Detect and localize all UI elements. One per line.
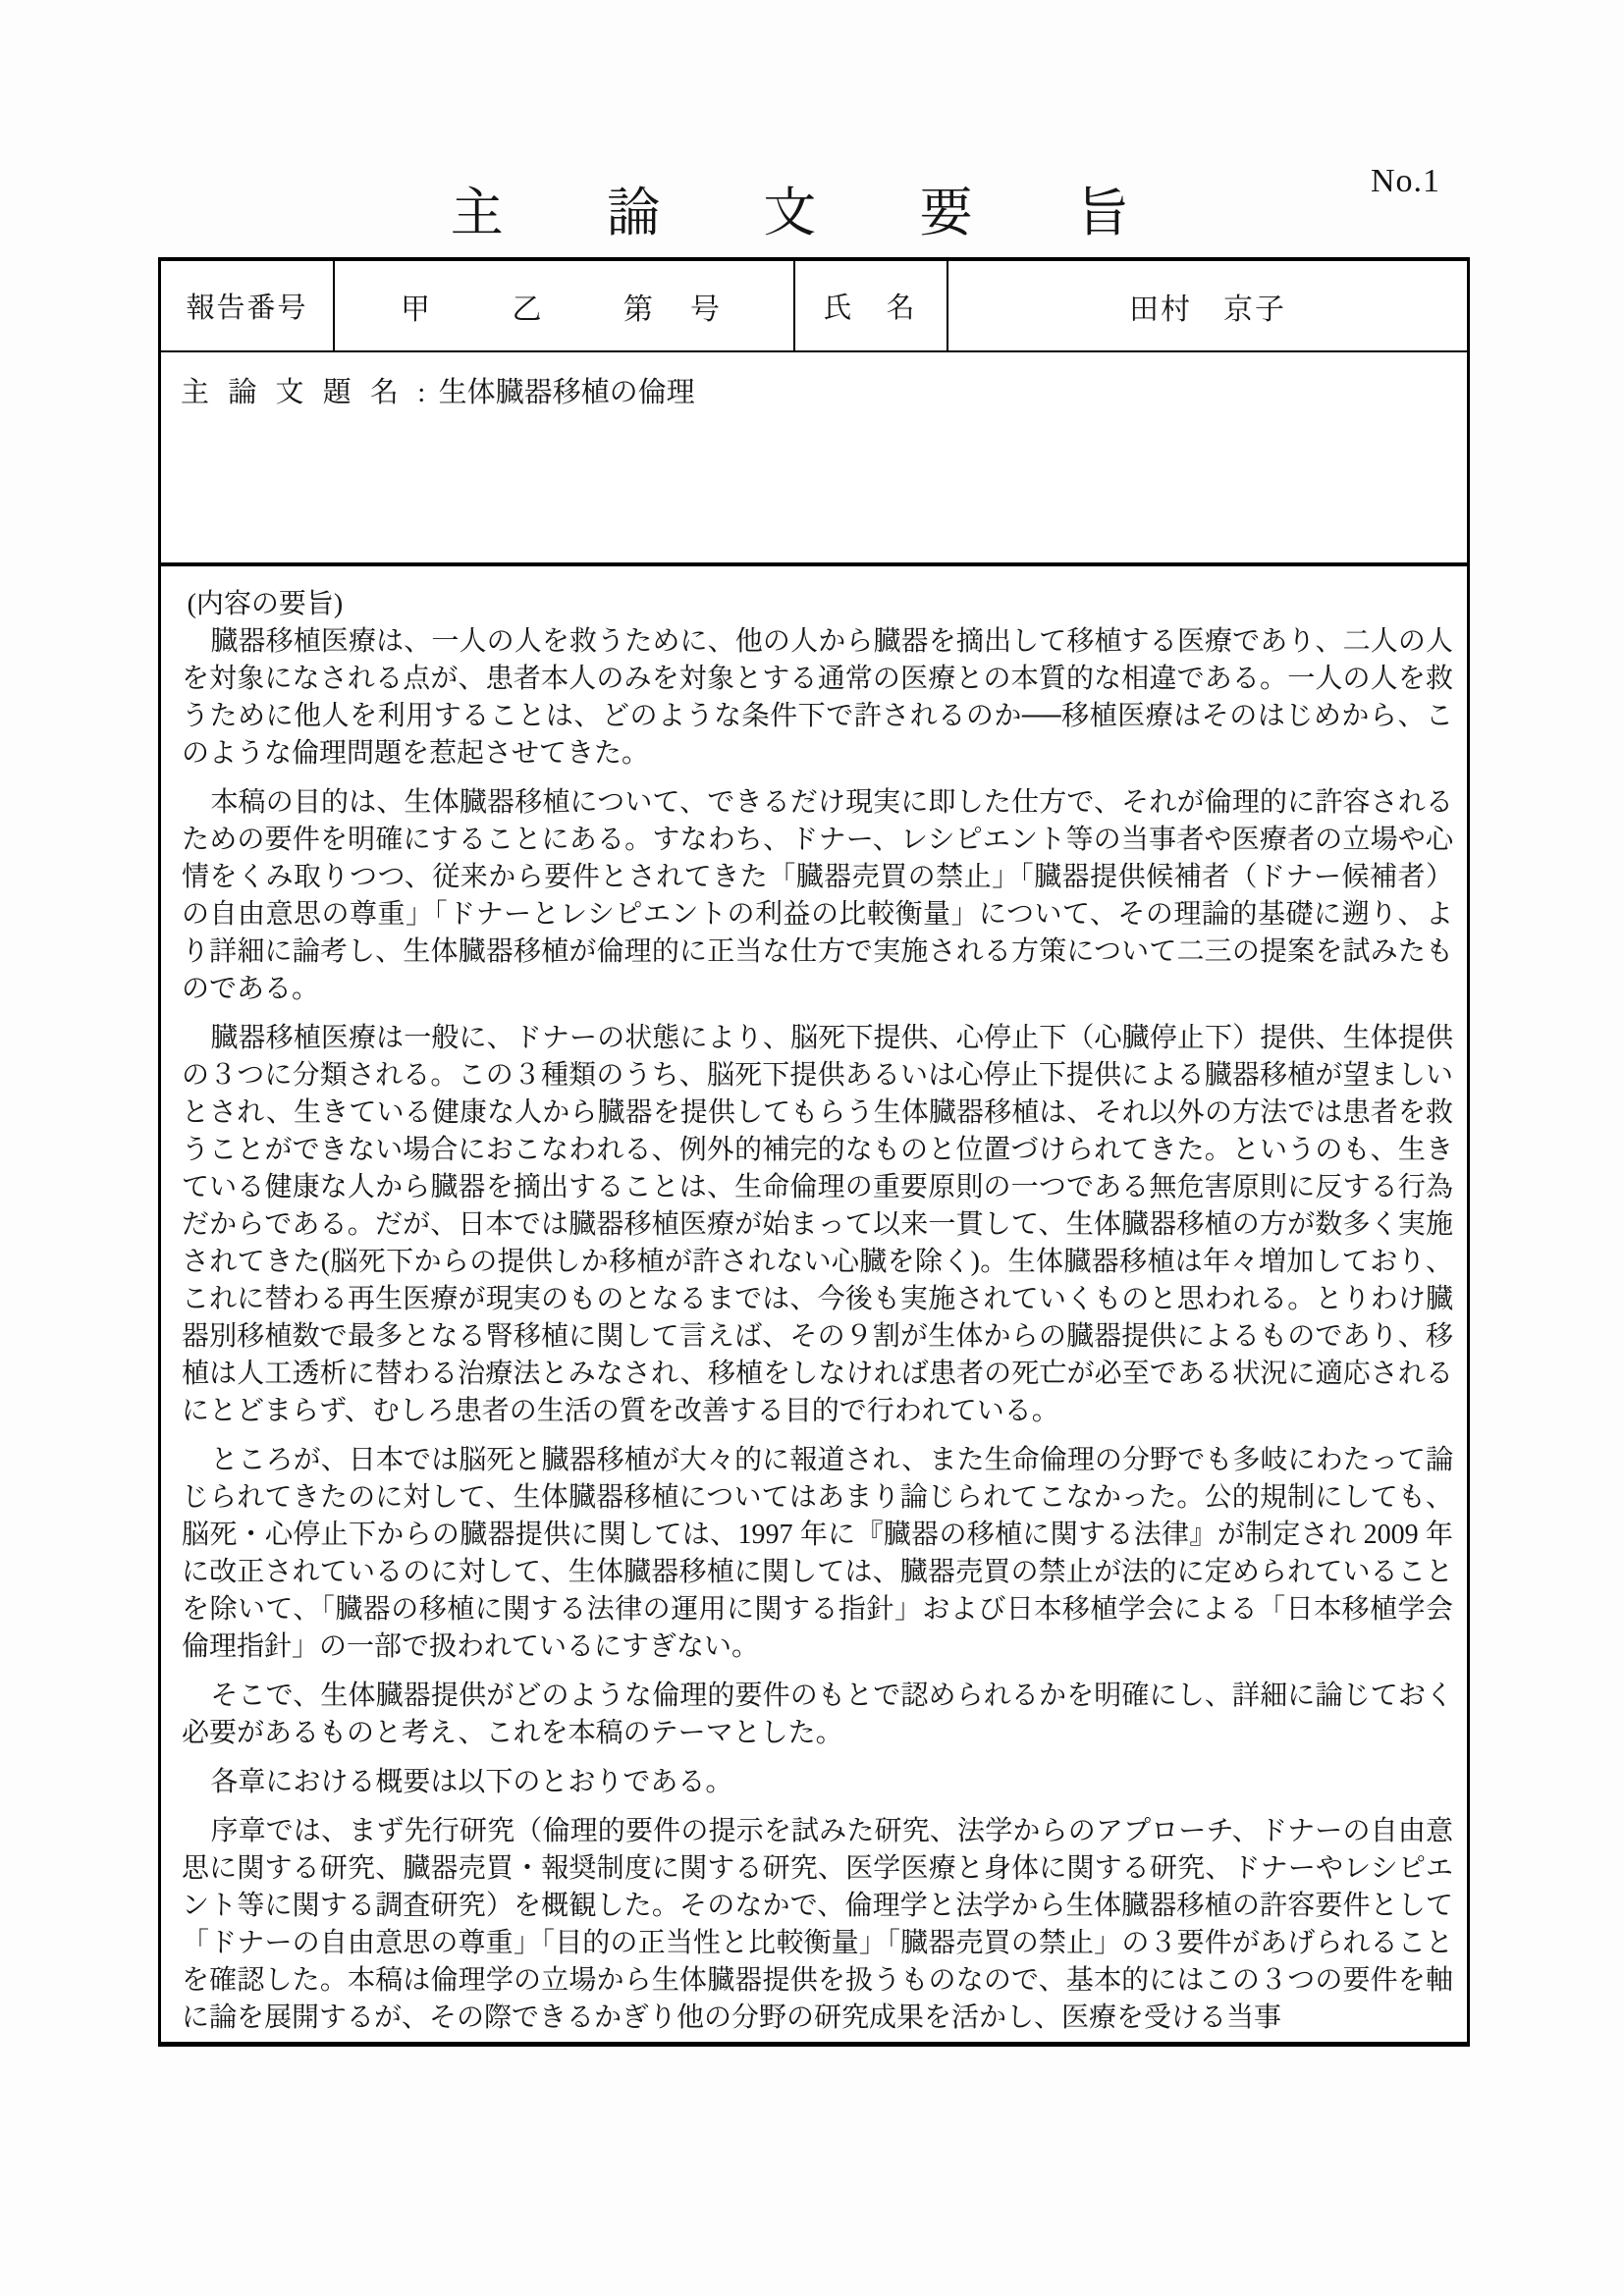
report-number-field bbox=[335, 261, 795, 350]
abstract-heading: (内容の要旨) bbox=[187, 589, 344, 619]
paragraph: ところが、日本では脳死と臓器移植が大々的に報道され、また生命倫理の分野でも多岐にわたって論じられてきたのに対して、生体臓器移植についてはあまり論じられてこなかった。公的規制にしても、脳死・心停止下からの臓器提供に関しては、1997 年に『臓器の移植に関する法律』が制定され 2009 年に改正されているのに対して、生体臓器移植に関しては、臓器売買の禁止が法的に定められていることを除いて、「臓器の移植に関する法律の運用に関する指針」および日本移植学会による「日本移植学会倫理指針」の一部で扱われているにすぎない。 bbox=[182, 1445, 1453, 1662]
paragraph: 本稿の目的は、生体臓器移植について、できるだけ現実に即した仕方で、それが倫理的に許容されるための要件を明確にすることにある。すなわち、ドナー、レシピエント等の当事者や医療者の立場や心情をくみ取りつつ、従来から要件とされてきた「臓器売買の禁止」「臓器提供候補者（ドナー候補者）の自由意思の尊重」「ドナーとレシピエントの利益の比較衡量」について、その理論的基礎に遡り、より詳細に論考し、生体臓器移植が倫理的に正当な仕方で実施される方策について二三の提案を試みたものである。 bbox=[182, 787, 1453, 1004]
paragraph: 臓器移植医療は、一人の人を救うために、他の人から臓器を摘出して移植する医療であり、二人の人を対象になされる点が、患者本人のみを対象とする通常の医療との本質的な相違である。一人の人を救うために他人を利用することは、どのような条件下で許されるのか──移植医療はそのはじめから、このような倫理問題を惹起させてきた。 bbox=[182, 626, 1453, 769]
page-number: No.1 bbox=[1371, 163, 1441, 199]
paragraph: 各章における概要は以下のとおりである。 bbox=[210, 1767, 733, 1797]
thesis-title-row bbox=[161, 352, 1467, 566]
paragraph: そこで、生体臓器提供がどのような倫理的要件のもとで認められるかを明確にし、詳細に論じておく必要があるものと考え、これを本稿のテーマとした。 bbox=[182, 1681, 1453, 1748]
report-number-label: 報告番号 bbox=[161, 261, 335, 350]
page-title: 主論文要旨 bbox=[450, 184, 1233, 243]
paragraph: 臓器移植医療は一般に、ドナーの状態により、脳死下提供、心停止下（心臓停止下）提供、生体提供の３つに分類される。この３種類のうち、脳死下提供あるいは心停止下提供による臓器移植が望ましいとされ、生きている健康な人から臓器を提供してもらう生体臓器移植は、それ以外の方法では患者を救うことができない場合におこなわれる、例外的補完的なものと位置づけられてきた。というのも、生きている健康な人から臓器を摘出することは、生命倫理の重要原則の一つである無危害原則に反する行為だからである。だが、日本では臓器移植医療が始まって以来一貫して、生体臓器移植の方が数多く実施されてきた(脳死下からの提供しか移植が許されない心臓を除く)。生体臓器移植は年々増加しており、これに替わる再生医療が現実のものとなるまでは、今後も実施されていくものと思われる。とりわけ臓器別移植数で最多となる腎移植に関して言えば、その９割が生体からの臓器提供によるものであり、移植は人工透析に替わる治療法とみなされ、移植をしなければ患者の死亡が必至である状況に適応されるにとどまらず、むしろ患者の生活の質を改善する目的で行われている。 bbox=[182, 1023, 1453, 1426]
report-number-row bbox=[161, 261, 1467, 352]
name-label: 氏 名 bbox=[795, 261, 948, 350]
thesis-title-value: 生体臓器移植の倫理 bbox=[438, 377, 695, 408]
name-value: 田村 京子 bbox=[1129, 293, 1286, 326]
report-number-prefix: 甲 乙 第 bbox=[401, 293, 690, 326]
abstract-body bbox=[161, 566, 1467, 2042]
report-number-suffix: 号 bbox=[690, 293, 720, 326]
thesis-title-label: 主 論 文 題 名 : bbox=[181, 377, 432, 408]
abstract-form-table bbox=[158, 257, 1470, 2047]
paragraph: 序章では、まず先行研究（倫理的要件の提示を試みた研究、法学からのアプローチ、ドナーの自由意思に関する研究、臓器売買・報奨制度に関する研究、医学医療と身体に関する研究、ドナーやレシピエント等に関する調査研究）を概観した。そのなかで、倫理学と法学から生体臓器移植の許容要件として「ドナーの自由意思の尊重」「目的の正当性と比較衡量」「臓器売買の禁止」の３要件があげられることを確認した。本稿は倫理学の立場から生体臓器提供を扱うものなので、基本的にはこの３つの要件を軸に論を展開するが、その際できるかぎり他の分野の研究成果を活かし、医療を受ける当事 bbox=[182, 1816, 1453, 2033]
